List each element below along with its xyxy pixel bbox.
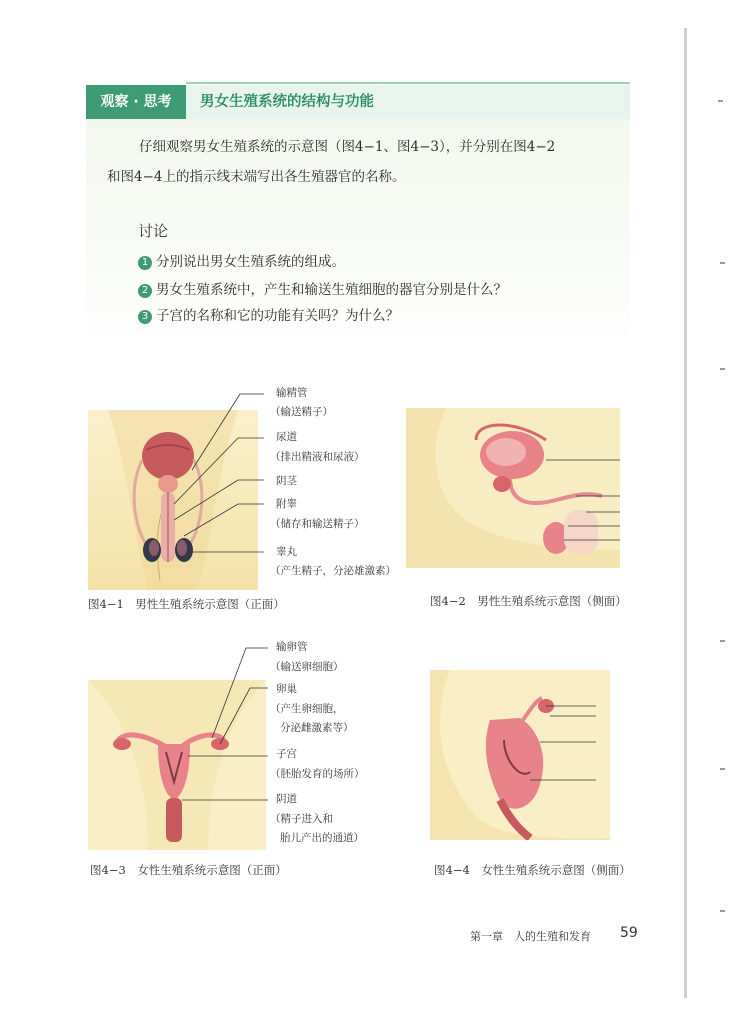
label-vagina-desc-1: （精子进入和: [270, 813, 333, 825]
prostate: [158, 475, 178, 493]
label-ovary: 卵巢: [276, 683, 297, 695]
question-text: 男女生殖系统中，产生和输送生殖细胞的器官分别是什么？: [156, 282, 507, 298]
epididymis-left: [149, 540, 159, 556]
label-ovary-desc-2: 分泌雌激素等）: [280, 722, 354, 734]
page-edge: [684, 28, 687, 998]
section-title: 男女生殖系统的结构与功能: [186, 85, 630, 119]
section-header: [86, 85, 630, 119]
question-2: [138, 280, 507, 300]
label-urethra: 尿道: [276, 431, 297, 443]
edge-mark: [720, 768, 725, 770]
question-text: 分别说出男女生殖系统的组成。: [156, 254, 345, 270]
question-text: 子宫的名称和它的功能有关吗？为什么？: [156, 308, 399, 324]
label-epididymis: 附睾: [276, 498, 297, 510]
label-testis-desc: （产生精子，分泌雄激素）: [270, 565, 396, 577]
edge-mark: [718, 100, 723, 102]
page-number: 59: [620, 925, 638, 941]
edge-mark: [720, 640, 725, 642]
caption-fig-4-4: 图4−4 女性生殖系统示意图（侧面）: [434, 863, 631, 877]
caption-fig-4-1: 图4−1 男性生殖系统示意图（正面）: [88, 597, 285, 611]
question-number: 3: [138, 310, 152, 324]
label-ovary-desc-1: （产生卵细胞，: [270, 703, 344, 715]
vagina: [166, 798, 182, 842]
female-front-figure: [88, 640, 428, 850]
caption-fig-4-3: 图4−3 女性生殖系统示意图（正面）: [90, 863, 287, 877]
label-penis: 阴茎: [276, 475, 297, 487]
label-epididymis-desc: （储存和输送精子）: [270, 518, 365, 530]
edge-mark: [720, 368, 725, 370]
male-front-figure: [88, 380, 428, 590]
footer-chapter: 第一章 人的生殖和发育: [470, 930, 591, 943]
label-fallopian-tube: 输卵管: [276, 641, 308, 653]
label-vagina-desc-2: 胎儿产出的通道）: [280, 832, 364, 844]
label-testis: 睾丸: [276, 546, 297, 558]
penis: [564, 510, 598, 554]
label-uterus-desc: （胚胎发育的场所）: [270, 768, 365, 780]
header-line: [186, 82, 630, 84]
female-side-figure: [420, 660, 636, 840]
caption-fig-4-2: 图4−2 男性生殖系统示意图（侧面）: [430, 594, 627, 608]
intro-line-2: 和图4−4上的指示线末端写出各生殖器官的名称。: [107, 169, 406, 185]
label-urethra-desc: （排出精液和尿液）: [270, 451, 365, 463]
label-uterus: 子宫: [276, 748, 297, 760]
ovary-left: [113, 738, 131, 750]
prostate: [493, 476, 511, 492]
edge-mark: [720, 262, 725, 264]
epididymis-right: [177, 540, 187, 556]
bladder: [142, 432, 194, 480]
question-1: [138, 252, 345, 272]
discussion-title: 讨论: [138, 222, 169, 240]
bladder-inner: [486, 438, 526, 466]
label-fallopian-tube-desc: （输送卵细胞）: [270, 661, 344, 673]
question-number: 2: [138, 284, 152, 298]
male-side-figure: [406, 400, 636, 570]
question-number: 1: [138, 256, 152, 270]
label-vas-deferens-desc: （输送精子）: [270, 406, 333, 418]
question-3: [138, 306, 399, 326]
intro-line-1: 仔细观察男女生殖系统的示意图（图4−1、图4−3），并分别在图4−2: [139, 139, 556, 155]
label-vagina: 阴道: [276, 793, 297, 805]
label-vas-deferens: 输精管: [276, 387, 308, 399]
edge-mark: [720, 910, 725, 912]
section-tag: 观察 · 思考: [86, 85, 186, 119]
